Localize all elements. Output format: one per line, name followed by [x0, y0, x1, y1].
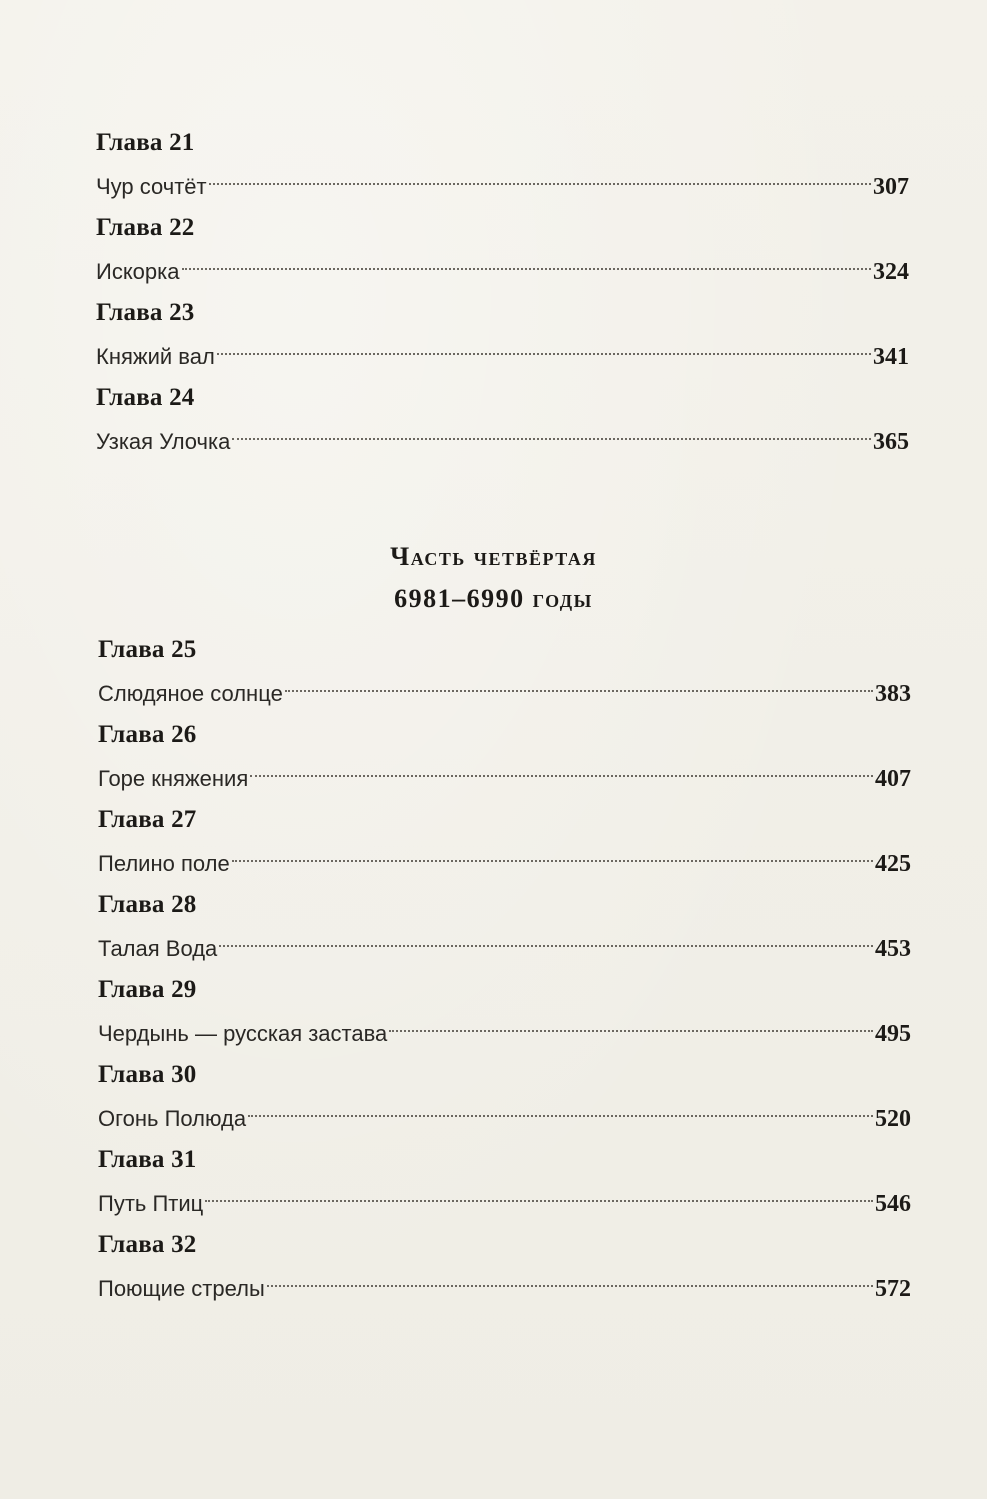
chapter-heading: Глава 25 [98, 636, 197, 663]
page-number: 520 [875, 1106, 911, 1132]
chapter-heading: Глава 29 [98, 976, 197, 1003]
toc-chapter-30 [98, 1060, 911, 1145]
toc-part4-chapters [98, 635, 911, 1315]
chapter-title: Слюдяное солнце [98, 681, 283, 706]
chapter-heading: Глава 23 [96, 299, 195, 326]
dot-leader [248, 1090, 873, 1126]
chapter-title: Пелино поле [98, 851, 230, 876]
dot-leader [182, 243, 872, 279]
chapter-title: Талая Вода [98, 936, 218, 961]
chapter-title: Горе княжения [98, 766, 249, 791]
page-number: 572 [875, 1276, 911, 1302]
toc-chapter-27 [98, 805, 911, 890]
toc-part3-chapters [96, 128, 909, 468]
toc-chapter-31 [98, 1145, 911, 1230]
chapter-title: Огонь Полюда [98, 1106, 247, 1131]
toc-entry [98, 1005, 911, 1047]
chapter-title: Княжий вал [96, 344, 215, 369]
toc-entry [98, 835, 911, 877]
dot-leader [250, 750, 873, 786]
chapter-heading: Глава 24 [96, 384, 195, 411]
dot-leader [209, 158, 871, 194]
chapter-title: Узкая Улочка [96, 429, 231, 454]
toc-chapter-22 [96, 213, 909, 298]
toc-entry [96, 243, 909, 285]
page-number: 383 [875, 681, 911, 707]
chapter-title: Путь Птиц [98, 1191, 204, 1216]
part-title: Часть четвёртая [390, 542, 597, 571]
chapter-title: Поющие стрелы [98, 1276, 265, 1301]
page-number: 365 [873, 429, 909, 455]
dot-leader [232, 413, 871, 449]
page-number: 407 [875, 766, 911, 792]
toc-chapter-21 [96, 128, 909, 213]
toc-chapter-28 [98, 890, 911, 975]
toc-chapter-32 [98, 1230, 911, 1315]
chapter-title: Чердынь — русская застава [98, 1021, 388, 1046]
page-number: 341 [873, 344, 909, 370]
dot-leader [217, 328, 871, 364]
toc-entry [96, 413, 909, 455]
toc-entry [98, 665, 911, 707]
toc-chapter-25 [98, 635, 911, 720]
dot-leader [219, 920, 873, 956]
chapter-heading: Глава 28 [98, 891, 197, 918]
chapter-heading: Глава 22 [96, 214, 195, 241]
page-number: 546 [875, 1191, 911, 1217]
toc-entry [98, 920, 911, 962]
chapter-heading: Глава 30 [98, 1061, 197, 1088]
toc-entry [98, 750, 911, 792]
dot-leader [205, 1175, 873, 1211]
toc-chapter-24 [96, 383, 909, 468]
chapter-heading: Глава 26 [98, 721, 197, 748]
toc-entry [98, 1260, 911, 1302]
page-number: 495 [875, 1021, 911, 1047]
chapter-heading: Глава 27 [98, 806, 197, 833]
part-years: 6981–6990 годы [394, 584, 593, 613]
dot-leader [267, 1260, 873, 1296]
page-number: 425 [875, 851, 911, 877]
toc-entry [96, 328, 909, 370]
dot-leader [285, 665, 873, 701]
chapter-heading: Глава 21 [96, 129, 195, 156]
chapter-title: Искорка [96, 259, 180, 284]
toc-entry [98, 1175, 911, 1217]
toc-entry [98, 1090, 911, 1132]
dot-leader [389, 1005, 873, 1041]
dot-leader [232, 835, 873, 871]
chapter-heading: Глава 31 [98, 1146, 197, 1173]
page-number: 324 [873, 259, 909, 285]
chapter-title: Чур сочтёт [96, 174, 207, 199]
page-number: 453 [875, 936, 911, 962]
toc-chapter-23 [96, 298, 909, 383]
toc-entry [96, 158, 909, 200]
toc-chapter-29 [98, 975, 911, 1060]
toc-chapter-26 [98, 720, 911, 805]
page-number: 307 [873, 174, 909, 200]
chapter-heading: Глава 32 [98, 1231, 197, 1258]
